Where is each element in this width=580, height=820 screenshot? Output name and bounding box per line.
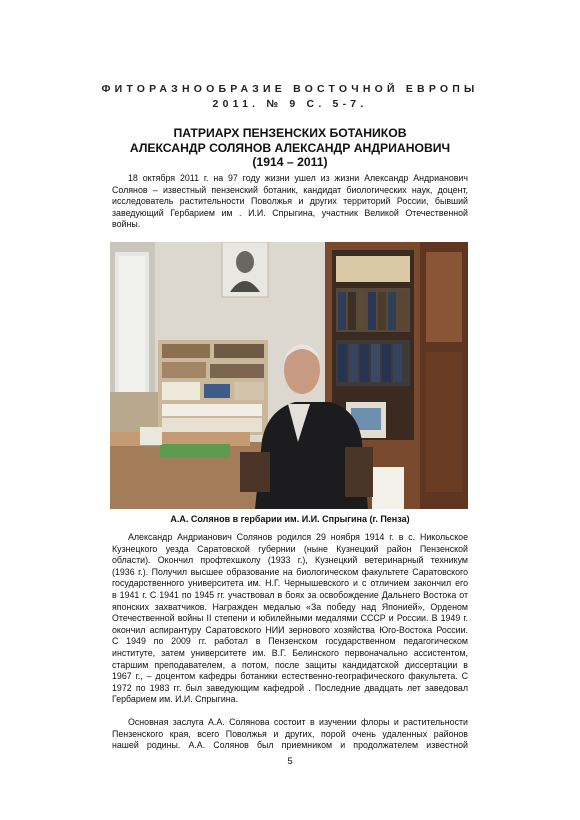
article-title [0, 126, 580, 170]
text-line: Пензенского края, всего Поволжья и других, порой очень удаленных районов [112, 728, 468, 739]
title-line-1: ПАТРИАРХ ПЕНЗЕНСКИХ БОТАНИКОВ [173, 126, 407, 140]
intro-paragraph [112, 173, 468, 231]
title-line-3: (1914 – 2011) [252, 155, 328, 170]
text-line: заведующий Гербарием им . И.И. Спрыгина, участник Великой Отечественной [112, 207, 468, 218]
journal-title: ФИТОРАЗНООБРАЗИЕ ВОСТОЧНОЙ ЕВРОПЫ [101, 83, 479, 95]
text-line: государственного университета им. Н.Г. Чернышевского и с отличием закончил его [112, 578, 468, 589]
text-line: нашей родины. А.А. Солянов был приемником и продолжателем известной [112, 740, 468, 751]
text-line: Отечественной войны II степени и юбилейными медалями СССР и России. В 1949 г. [112, 613, 468, 624]
text-line: (1936 г.). Получил высшее образование на биологическом факультете Саратовского [112, 566, 468, 577]
text-line: институте, затем университете им. В.Г. Белинского первоначально ассистентом, [112, 647, 468, 658]
text-line: Основная заслуга А.А. Солянова состоит в изучении флоры и растительности [128, 717, 468, 727]
text-line: 1967 г., – доцентом кафедры ботаники естественно-географического факультета. С [112, 671, 468, 682]
herbarium-photo [110, 242, 468, 509]
text-line: окончил аспирантуру Саратовского НИИ зернового хозяйства Юго-Востока России. [112, 624, 468, 635]
text-line: 1972 по 1983 гг. был заведующим кафедрой . Последние двадцать лет заведовал [112, 682, 468, 693]
text-line: в 1941 г. С 1941 по 1945 гг. участвовал в боях за освобождение Дальнего Востока от [112, 589, 468, 600]
contribution-paragraph [112, 717, 468, 752]
text-line: Солянов – известный пензенский ботаник, кандидат биологических наук, доцент, [112, 184, 468, 195]
title-line-2: АЛЕКСАНДР СОЛЯНОВ АЛЕКСАНДР АНДРИАНОВИЧ [129, 140, 451, 155]
photo-caption: А.А. Солянов в гербарии им. И.И. Спрыгина (г. Пенза) [170, 514, 410, 524]
text-line: японских захватчиков. Награжден медалью «За победу над Японией», Орденом [112, 601, 468, 612]
portrait-engraving [222, 242, 268, 297]
text-line: Александр Андрианович Солянов родился 29 ноября 1914 г. в с. Никольское [128, 532, 468, 542]
text-line: войны. [112, 219, 141, 230]
journal-issue: 2011. № 9 С. 5-7. [212, 98, 368, 110]
text-line: старшим преподавателем, а потом, после защиты кандидатской диссертации в [112, 659, 468, 670]
text-line: исследователь растительности Поволжья и других территорий России, бывший [112, 196, 468, 207]
text-line: Гербарием им. И.И. Спрыгина. [112, 694, 239, 705]
biography-paragraph [112, 532, 468, 706]
text-line: 18 октября 2011 г. на 97 году жизни ушел из жизни Александр Андрианович [128, 173, 468, 183]
text-line: Кузнецкого уезда Саратовской губернии (ныне Кузнецкий район Пензенской [112, 543, 468, 554]
text-line: области). Окончил профтехшколу (1933 г.), Кузнецкий ветеринарный техникум [112, 555, 468, 566]
page-number: 5 [287, 756, 293, 767]
text-line: С 1949 по 2009 гг. работал в Пензенском государственном педагогическом [112, 636, 468, 647]
